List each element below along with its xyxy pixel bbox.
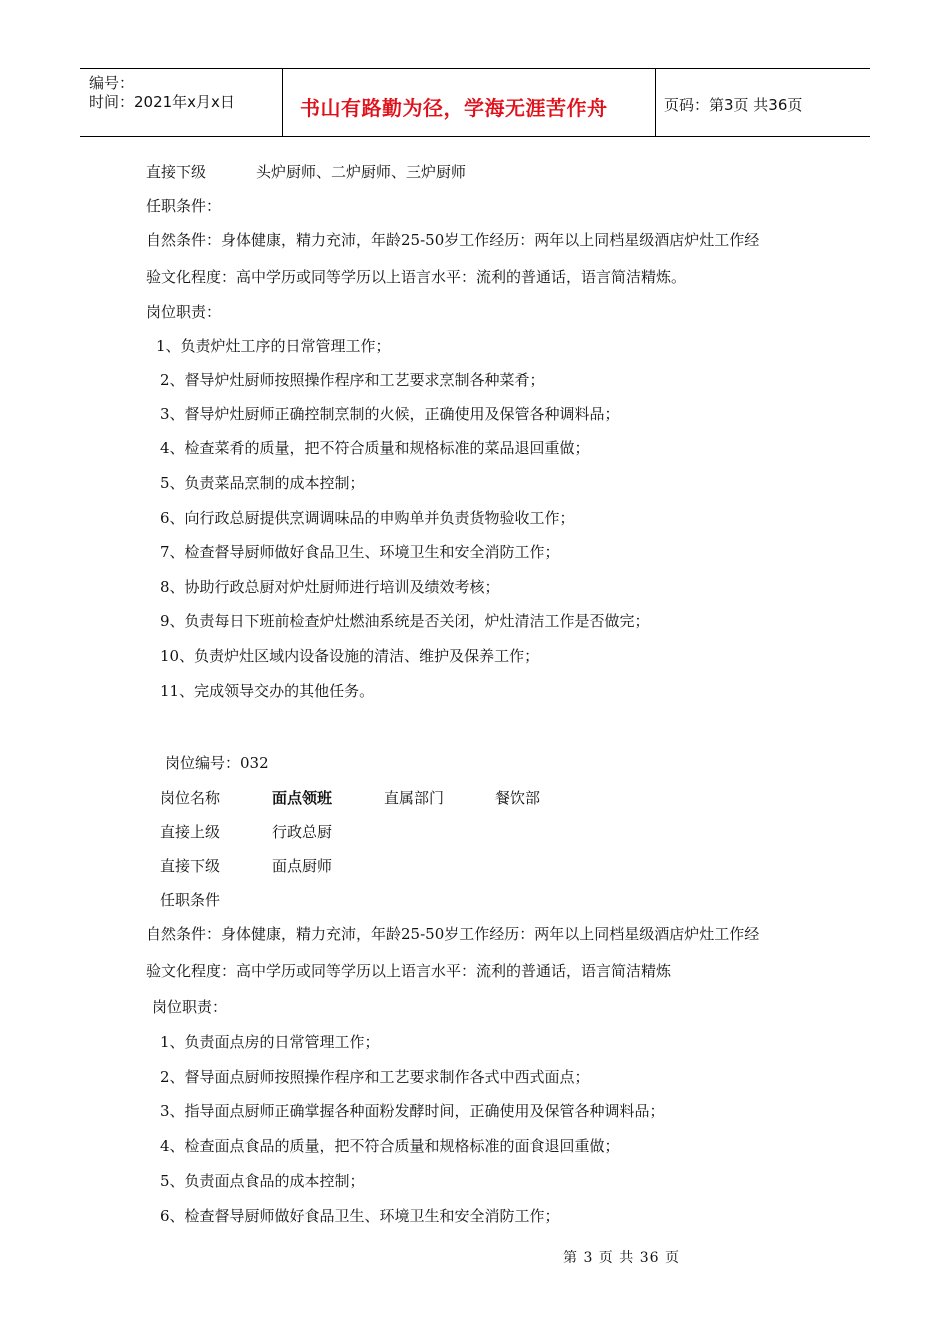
- s1-duty-item: 4、检查菜肴的质量，把不符合质量和规格标准的菜品退回重做；: [160, 439, 590, 457]
- s2-post-name-value: 面点领班: [272, 789, 333, 807]
- s1-conditions-line1: 自然条件：身体健康，精力充沛，年龄25-50岁工作经历：两年以上同档星级酒店炉灶工作经: [146, 231, 760, 249]
- header-date-label: 时间：2021年x月x日: [89, 93, 235, 111]
- s1-conditions-line2: 验文化程度：高中学历或同等学历以上语言水平：流利的普通话，语言简洁精炼。: [146, 268, 687, 286]
- s1-duty-item: 7、检查督导厨师做好食品卫生、环境卫生和安全消防工作；: [160, 543, 560, 561]
- s1-direct-sub-value: 头炉厨师、二炉厨师、三炉厨师: [256, 163, 467, 181]
- header-motto: 书山有路勤为径，学海无涯苦作舟: [300, 96, 608, 120]
- s1-duty-item: 8、协助行政总厨对炉灶厨师进行培训及绩效考核；: [160, 578, 500, 596]
- s2-duty-item: 5、负责面点食品的成本控制；: [160, 1172, 365, 1190]
- s2-conditions-line1: 自然条件：身体健康，精力充沛，年龄25-50岁工作经历：两年以上同档星级酒店炉灶工作经: [146, 925, 760, 943]
- s2-duty-item: 4、检查面点食品的质量，把不符合质量和规格标准的面食退回重做；: [160, 1137, 620, 1155]
- s2-conditions-line2: 验文化程度：高中学历或同等学历以上语言水平：流利的普通话，语言简洁精炼: [146, 962, 672, 980]
- s2-direct-sup-value: 行政总厨: [272, 823, 333, 841]
- s1-duty-item: 10、负责炉灶区域内设备设施的清洁、维护及保养工作；: [160, 647, 540, 665]
- header-bottom-rule: [80, 136, 870, 137]
- header-divider-left: [282, 68, 283, 136]
- header-page-label: 页码：第3页 共36页: [664, 96, 803, 114]
- s2-post-number: 岗位编号：032: [165, 754, 269, 772]
- s1-duty-item: 3、督导炉灶厨师正确控制烹制的火候，正确使用及保管各种调料品；: [160, 405, 620, 423]
- s1-duty-item: 2、督导炉灶厨师按照操作程序和工艺要求烹制各种菜肴；: [160, 371, 545, 389]
- s1-duty-item: 6、向行政总厨提供烹调调味品的申购单并负责货物验收工作；: [160, 509, 575, 527]
- s1-duties-label: 岗位职责：: [146, 303, 222, 321]
- s2-post-name-label: 岗位名称: [160, 789, 221, 807]
- s2-duty-item: 1、负责面点房的日常管理工作；: [160, 1033, 380, 1051]
- s2-dept-label: 直属部门: [384, 789, 445, 807]
- s1-duty-item: 11、完成领导交办的其他任务。: [160, 682, 375, 700]
- header-serial-label: 编号：: [89, 74, 135, 92]
- footer-page-number: 第 3 页 共 36 页: [563, 1250, 680, 1266]
- s1-qualifications-label: 任职条件：: [146, 197, 222, 215]
- s2-qualifications-label: 任职条件: [160, 891, 221, 909]
- header-top-rule: [80, 68, 870, 69]
- s2-duties-label: 岗位职责：: [152, 998, 228, 1016]
- s2-duty-item: 6、检查督导厨师做好食品卫生、环境卫生和安全消防工作；: [160, 1207, 560, 1225]
- s1-direct-sub-label: 直接下级: [146, 163, 207, 181]
- s1-duty-item: 9、负责每日下班前检查炉灶燃油系统是否关闭，炉灶清洁工作是否做完；: [160, 612, 650, 630]
- s1-duty-item: 1、负责炉灶工序的日常管理工作；: [156, 337, 391, 355]
- header-divider-right: [655, 68, 656, 136]
- s2-duty-item: 2、督导面点厨师按照操作程序和工艺要求制作各式中西式面点；: [160, 1068, 590, 1086]
- s2-direct-sub-value: 面点厨师: [272, 857, 333, 875]
- s2-duty-item: 3、指导面点厨师正确掌握各种面粉发酵时间，正确使用及保管各种调料品；: [160, 1102, 665, 1120]
- s1-duty-item: 5、负责菜品烹制的成本控制；: [160, 474, 365, 492]
- s2-direct-sub-label: 直接下级: [160, 857, 221, 875]
- s2-direct-sup-label: 直接上级: [160, 823, 221, 841]
- s2-dept-value: 餐饮部: [495, 789, 541, 807]
